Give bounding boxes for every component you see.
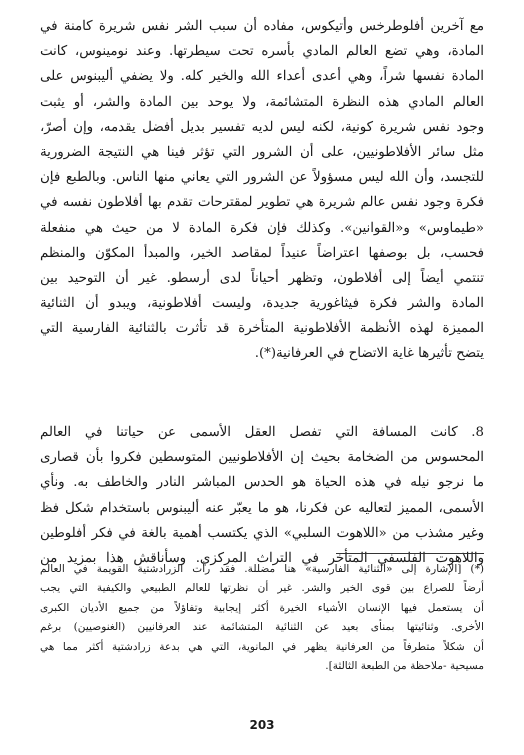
body-paragraph-2 bbox=[40, 420, 484, 571]
text-line: للتجسد، وأن الله ليس مسؤولاً عن الشرور التي يعاني منها الناس. وبالطبع فإن bbox=[40, 170, 484, 186]
body-paragraph-1 bbox=[40, 14, 484, 367]
text-line: المحسوس من الضخامة بحيث إن الأفلاطونيين المتوسطين فكروا بأن قصارى bbox=[40, 450, 484, 466]
text-line: مثل سائر الأفلاطونيين، على أن الشرور التي تؤثر فينا هي النتيجة الضرورية bbox=[40, 144, 484, 160]
text-line: فكرة وجود نفس عالم شريرة هي تطوير لمقترحات تقدم بها أفلاطون نفسه في bbox=[40, 195, 484, 211]
text-line: العالم المادي هذه النظرة المتشائمة، ولا يوحد بين المادة والشر، أو يثبت bbox=[40, 94, 484, 110]
footnote-line: أن يستعمل فيها الإنسان الأشياء الخيرة أكثر إيجابية وتفاؤلاً من جميع الأديان الكبرى bbox=[40, 601, 484, 614]
footnote bbox=[40, 560, 484, 676]
text-line: المادة، وهي تضع العالم المادي بأسره تحت سيطرتها. وعند نومينوس، كانت bbox=[40, 44, 484, 60]
text-line: وجود نفس شريرة كونية، لكنه ليس لديه تفسير بديل أفضل يقدمه، وإن أصرّ، bbox=[40, 119, 484, 135]
text-line: ما نرجو نيله في هذه الحياة هو الحدس المباشر النادر والخاطف به. ونأي bbox=[40, 475, 484, 491]
text-line: تنتمي أيضاً إلى أفلاطون، وتظهر أحياناً لدى أرسطو. غير أن التوحيد بين bbox=[40, 270, 484, 286]
text-line: واللاهوت الفلسفي المتأخر في التراث المركزي. وسأناقش هذا بمزيد من bbox=[40, 550, 484, 566]
text-line: الأسمى، المميز لتعاليه عن فكرنا، هو ما يعبّر عنه أليبنوس باستخدام شكل فظ bbox=[40, 500, 484, 516]
footnote-line: الأخرى. وثنائيتها بمنأى بعيد عن الثنائية المتشائمة عند العرفانيين (الغنوصيين) برغم bbox=[40, 621, 484, 634]
text-line: يتضح تأثيرها غاية الاتضاح في العرفانية(*). bbox=[254, 346, 484, 362]
text-line: المادة نفسها شراً، وهي أعدى أعداء الله والخير كله. ولا يضفي أليبنوس على bbox=[40, 69, 484, 85]
text-line: المميزة لهذه الأنظمة الأفلاطونية المتأخرة قد تأثرت بالثنائية الفارسية التي bbox=[40, 321, 484, 337]
footnote-line: (*) [الإشارة إلى «الثنائية الفارسية» هنا مضللة. فقد رأت الزرادشتية القويمة في العالم bbox=[40, 563, 484, 575]
text-line: فحسب، بل بوصفها اعتراضاً عنيداً لمقاصد الخير، والمبدأ المكوّن والمنظم bbox=[40, 245, 484, 261]
text-line: مع آخرين أفلوطرخس وأتيكوس، مفاده أن سبب الشر نفس شريرة كامنة في bbox=[40, 19, 484, 34]
text-line: المادة والشر فكرة فيثاغورية جديدة، وليست أفلاطونية، ويبدو أن الثنائية bbox=[40, 296, 484, 312]
footnote-line: أرضاً للصراع بين قوى الخير والشر. غير أن نظرتها للعالم الطبيعي والكيفية التي يجب bbox=[40, 582, 484, 595]
text-line: «طيماوس» و«القوانين». وكذلك فإن فكرة المادة لا من حيث هي منفعلة bbox=[40, 220, 484, 236]
text-line: وغير مشذب من «اللاهوت السلبي» الذي يكتسب أهمية بالغة في فكر أفلوطين bbox=[40, 525, 484, 541]
footnote-line: أن شكلاً متطرفاً من العرفانية يظهر في المانوية، التي هي بدعة زرادشتية أكثر مما هي bbox=[40, 640, 484, 653]
footnote-line: مسيحية -ملاحظة من الطبعة الثالثة]. bbox=[325, 659, 484, 672]
page-number: 203 bbox=[249, 718, 275, 732]
text-line: 8. كانت المسافة التي تفصل العقل الأسمى عن حياتنا في العالم bbox=[40, 425, 484, 440]
footnote-divider bbox=[336, 553, 484, 554]
